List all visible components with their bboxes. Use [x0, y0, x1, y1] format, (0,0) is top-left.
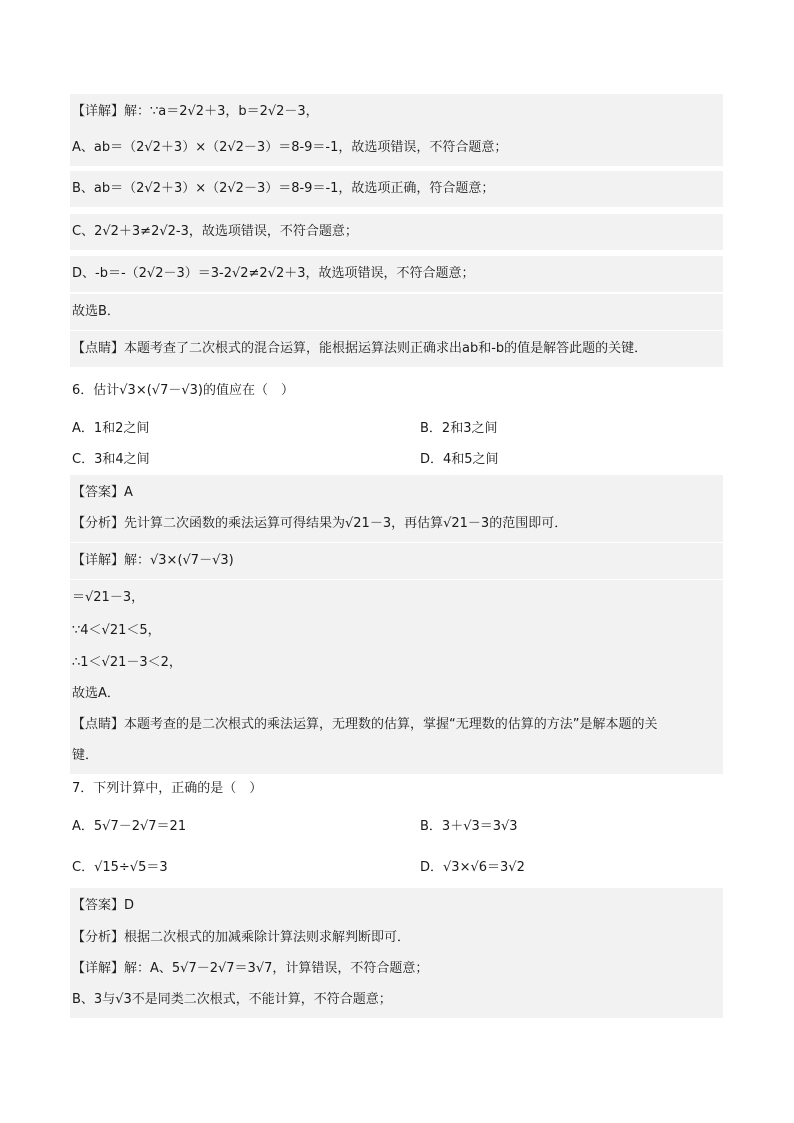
line-text: 【答案】A	[72, 485, 133, 500]
line-text: 【答案】D	[72, 898, 135, 913]
detail-6-step1	[70, 580, 723, 616]
line-text: 故选A．	[72, 686, 120, 701]
line-text: 故选B．	[72, 304, 120, 319]
question-7-options-row2	[70, 850, 723, 886]
detail-6	[70, 543, 723, 579]
detail-6-step2	[70, 613, 723, 649]
line-text: 【点睛】本题考查的是二次根式的乘法运算，无理数的估算，掌握“无理数的估算的方法”是解本题的关	[72, 717, 658, 732]
option-b: B．2和3之间	[420, 421, 498, 436]
option-b: B．3＋√3＝3√3	[420, 819, 518, 834]
line-text: A、ab＝（2√2＋3）×（2√2－3）＝8-9＝-1，故选项错误，不符合题意；	[72, 140, 508, 155]
solution-line-detail	[70, 94, 723, 130]
option-a: A．5√7－2√7＝21	[72, 819, 187, 834]
line-text: 【点睛】本题考查了二次根式的混合运算，能根据运算法则正确求出ab和-b的值是解答此题的关键．	[72, 341, 648, 356]
question-7	[70, 771, 723, 807]
analysis-6	[70, 506, 723, 542]
line-text: 【详解】解：√3×(√7－√3)	[72, 553, 234, 568]
line-text: 【详解】解：∵a＝2√2＋3，b＝2√2－3，	[72, 104, 319, 119]
question-6-options-row2	[70, 442, 723, 478]
line-text: B、3与√3不是同类二次根式，不能计算，不符合题意；	[72, 992, 392, 1007]
question-text: 6．估计√3×(√7－√3)的值应在（ ）	[72, 383, 294, 398]
solution-choice	[70, 294, 723, 330]
line-text: 【详解】解：A、5√7－2√7＝3√7，计算错误，不符合题意；	[72, 961, 429, 976]
option-d: D．√3×√6＝3√2	[420, 860, 525, 875]
option-d: D．4和5之间	[420, 452, 499, 467]
line-text: 【分析】先计算二次函数的乘法运算可得结果为√21－3，再估算√21－3的范围即可．	[72, 516, 568, 531]
option-c: C．√15÷√5＝3	[72, 860, 168, 875]
line-text: 键．	[72, 748, 99, 763]
solution-line-b	[70, 171, 723, 207]
line-text: C、2√2＋3≠2√2-3，故选项错误，不符合题意；	[72, 224, 358, 239]
answer-7	[70, 888, 723, 924]
line-text: D、-b＝-（2√2－3）＝3-2√2≠2√2＋3，故选项错误，不符合题意；	[72, 266, 475, 281]
detail-7-b	[70, 982, 723, 1018]
solution-comment	[70, 331, 723, 367]
question-text: 7．下列计算中，正确的是（ ）	[72, 781, 263, 796]
line-text: 【分析】根据二次根式的加减乘除计算法则求解判断即可．	[72, 930, 411, 945]
solution-line-a	[70, 130, 723, 166]
question-6	[70, 373, 723, 409]
solution-line-c	[70, 214, 723, 250]
line-text: B、ab＝（2√2＋3）×（2√2－3）＝8-9＝-1，故选项正确，符合题意；	[72, 181, 495, 196]
solution-line-d	[70, 256, 723, 292]
option-c: C．3和4之间	[72, 452, 150, 467]
line-text: ＝√21－3，	[72, 590, 145, 605]
question-7-options-row1	[70, 809, 723, 845]
option-a: A．1和2之间	[72, 421, 150, 436]
comment-6-line2	[70, 738, 723, 774]
line-text: ∵4＜√21＜5，	[72, 623, 161, 638]
line-text: ∴1＜√21－3＜2，	[72, 655, 182, 670]
